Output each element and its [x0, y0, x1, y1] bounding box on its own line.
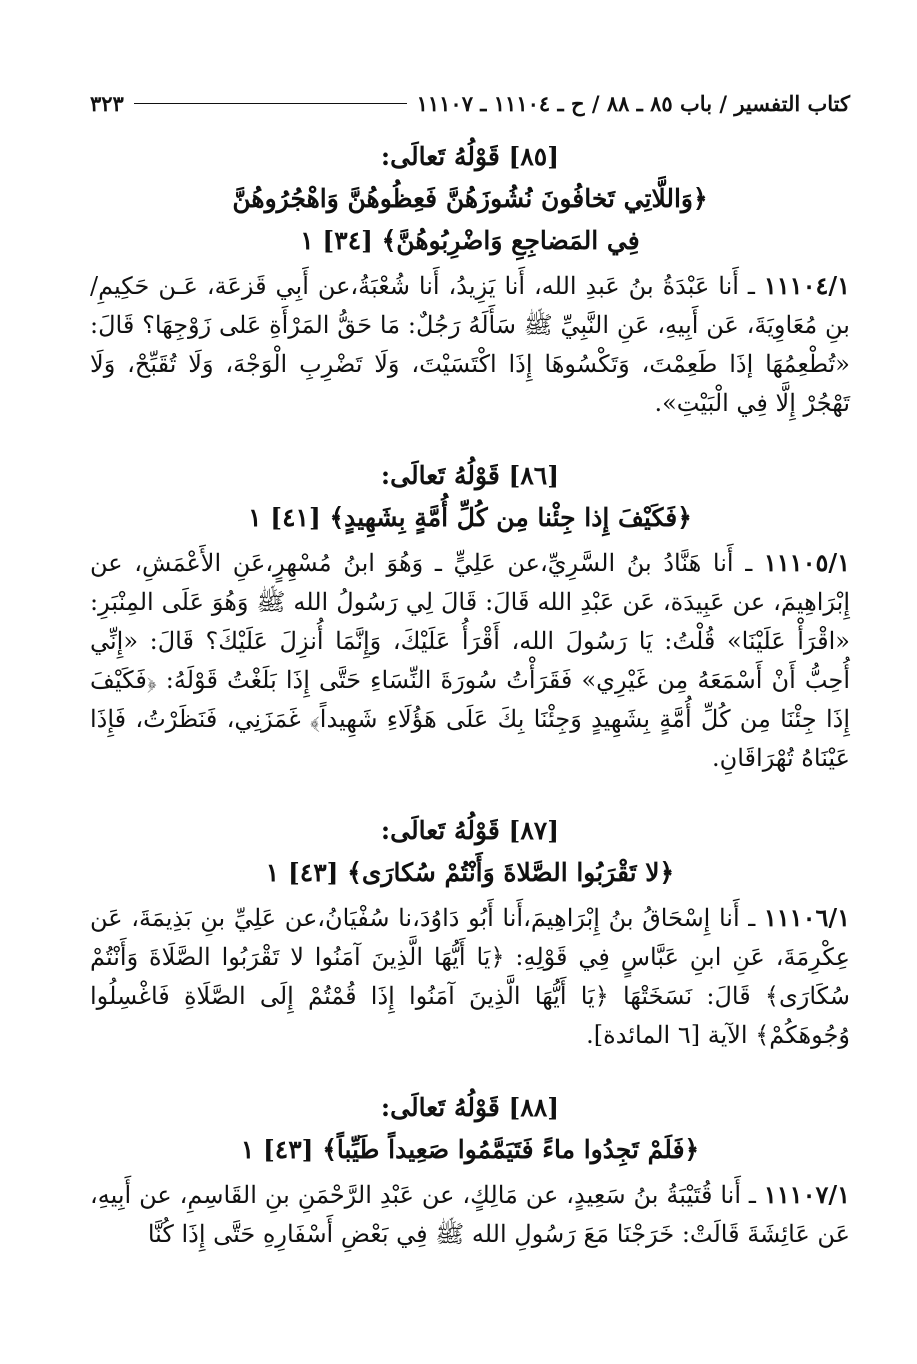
section-heading: [٨٥] قَوْلُهُ تَعالَى:	[380, 142, 560, 171]
hadith-paragraph	[90, 266, 850, 423]
section-heading: [٨٧] قَوْلُهُ تَعالَى:	[380, 816, 560, 845]
section-87	[90, 810, 850, 1055]
section-heading: [٨٨] قَوْلُهُ تَعالَى:	[380, 1093, 560, 1122]
verse-line: ﴿وَاللَّاتِي تَخافُونَ نُشُوزَهُنَّ فَعِظُوهُنَّ وَاهْجُرُوهُنَّ	[232, 184, 708, 213]
section-88	[90, 1087, 850, 1254]
header-rule	[134, 103, 407, 104]
verse-line: ﴿لا تَقْرَبُوا الصَّلاةَ وَأَنْتُمْ سُكارَى﴾ [٤٣] ١	[265, 858, 675, 887]
hadith-text: ـ أَنا إِسْحَاقُ بنُ إِبْرَاهِيمَ،أَنا أَبُو دَاوُدَ،نا سُفْيَانُ،عن عَلِيِّ بنِ بَذِيمَةَ، عَن عِكْرِمَةَ، عَنِ ابنِ عَبَّاسٍ فِي قَوْلِهِ: ﴿يَا أَيُّهَا الَّذِينَ آمَنُوا لا تَقْرَبُوا الصَّلَاةَ وَأَنْتُمْ سُكَارَى﴾ قَالَ: نَسَخَتْهَا ﴿يَا أَيُّهَا الَّذِينَ آمَنُوا إِذَا قُمْتُمْ إِلَى الصَّلَاةِ فَاغْسِلُوا وُجُوهَكُمْ﴾ الآية [٦ المائدة].	[90, 904, 850, 1049]
book-page	[90, 80, 850, 1254]
hadith-number: ١١١٠٧/١	[763, 1180, 850, 1209]
hadith-number: ١١١٠٤/١	[763, 271, 850, 300]
hadith-text: ـ أَنا قُتَيْبَةُ بنُ سَعِيدٍ، عن مَالِكٍ، عن عَبْدِ الرَّحْمَنِ بنِ القَاسِمِ، عن أَبِيهِ، عَن عَائِشَةَ قَالَتْ: خَرَجْنَا مَعَ رَسُولِ الله ﷺ فِي بَعْضِ أَسْفَارِهِ حَتَّى إِذَا كُنَّا	[90, 1181, 850, 1248]
hadith-paragraph	[90, 898, 850, 1055]
hadith-number: ١١١٠٦/١	[763, 903, 850, 932]
hadith-text: ـ أَنا هَنَّادُ بنُ السَّرِيِّ،عن عَلِيٍّ ـ وَهُوَ ابنُ مُسْهِرٍ،عَنِ الأَعْمَشِ، عن إِبْرَاهِيمَ، عن عَبِيدَة، عَن عَبْدِ الله قَالَ: قَالَ لِي رَسُولُ الله ﷺ وَهُوَ عَلَى المِنْبَرِ: «اقْرَأْ عَلَيْنَا» قُلْتُ: يَا رَسُولَ الله، أَقْرَأُ عَلَيْكَ، وَإِنَّمَا أُنزِلَ عَلَيْكَ؟ قَالَ: «إِنِّي أُحِبُّ أَنْ أَسْمَعَهُ مِن غَيْرِي» فَقَرَأْتُ سُورَةَ النِّسَاءِ حَتَّى إِذَا بَلَغْتُ قَوْلَهُ: ﴿فَكَيْفَ إِذَا جِئْنَا مِن كُلِّ أُمَّةٍ بِشَهِيدٍ وَجِئْنَا بِكَ عَلَى هَؤُلَاءِ شَهِيداً﴾ غَمَزَنِي، فَنَظَرْتُ، فَإِذَا عَيْنَاهُ تُهْرَاقَانِ.	[90, 549, 850, 772]
section-86	[90, 455, 850, 778]
running-header	[90, 80, 850, 126]
hadith-text: ـ أَنا عَبْدَةُ بنُ عَبدِ الله، أَنا يَزِيدُ، أَنا شُعْبَةُ،عن أَبِي قَزعَة، عَـن حَكِيمِ/بنِ مُعَاوِيَةَ، عَن أَبِيهِ، عَنِ النَّبِيِّ ﷺ سَأَلَهُ رَجُلٌ: مَا حَقُّ المَرْأَةِ عَلى زَوْجِهَا؟ قَالَ: «تُطْعِمُهَا إذَا طَعِمْتَ، وَتَكْسُوهَا إِذَا اكْتَسَيْتَ، وَلَا تَضْرِبِ الْوَجْهَ، وَلَا تُقَبِّحْ، وَلَا تَهْجُرْ إِلَّا فِي الْبَيْتِ».	[90, 272, 850, 417]
verse-line: ﴿فَلَمْ تَجِدُوا ماءً فَتَيَمَّمُوا صَعِيداً طَيِّباً﴾ [٤٣] ١	[240, 1135, 700, 1164]
hadith-paragraph	[90, 1175, 850, 1254]
hadith-number: ١١١٠٥/١	[763, 548, 850, 577]
verse-line: ﴿فَكَيْفَ إِذا جِئْنا مِن كُلِّ أُمَّةٍ بِشَهِيدٍ﴾ [٤١] ١	[248, 503, 692, 532]
section-heading: [٨٦] قَوْلُهُ تَعالَى:	[380, 461, 560, 490]
section-85	[90, 136, 850, 423]
verse-line: فِي المَضاجِعِ وَاضْرِبُوهُنَّ﴾ [٣٤] ١	[300, 226, 640, 255]
hadith-paragraph	[90, 543, 850, 778]
running-title: كتاب التفسير / باب ٨٥ ـ ٨٨ / ح ـ ١١١٠٤ ـ ١١١٠٧	[416, 90, 850, 116]
page-number: ٣٢٣	[90, 90, 124, 116]
